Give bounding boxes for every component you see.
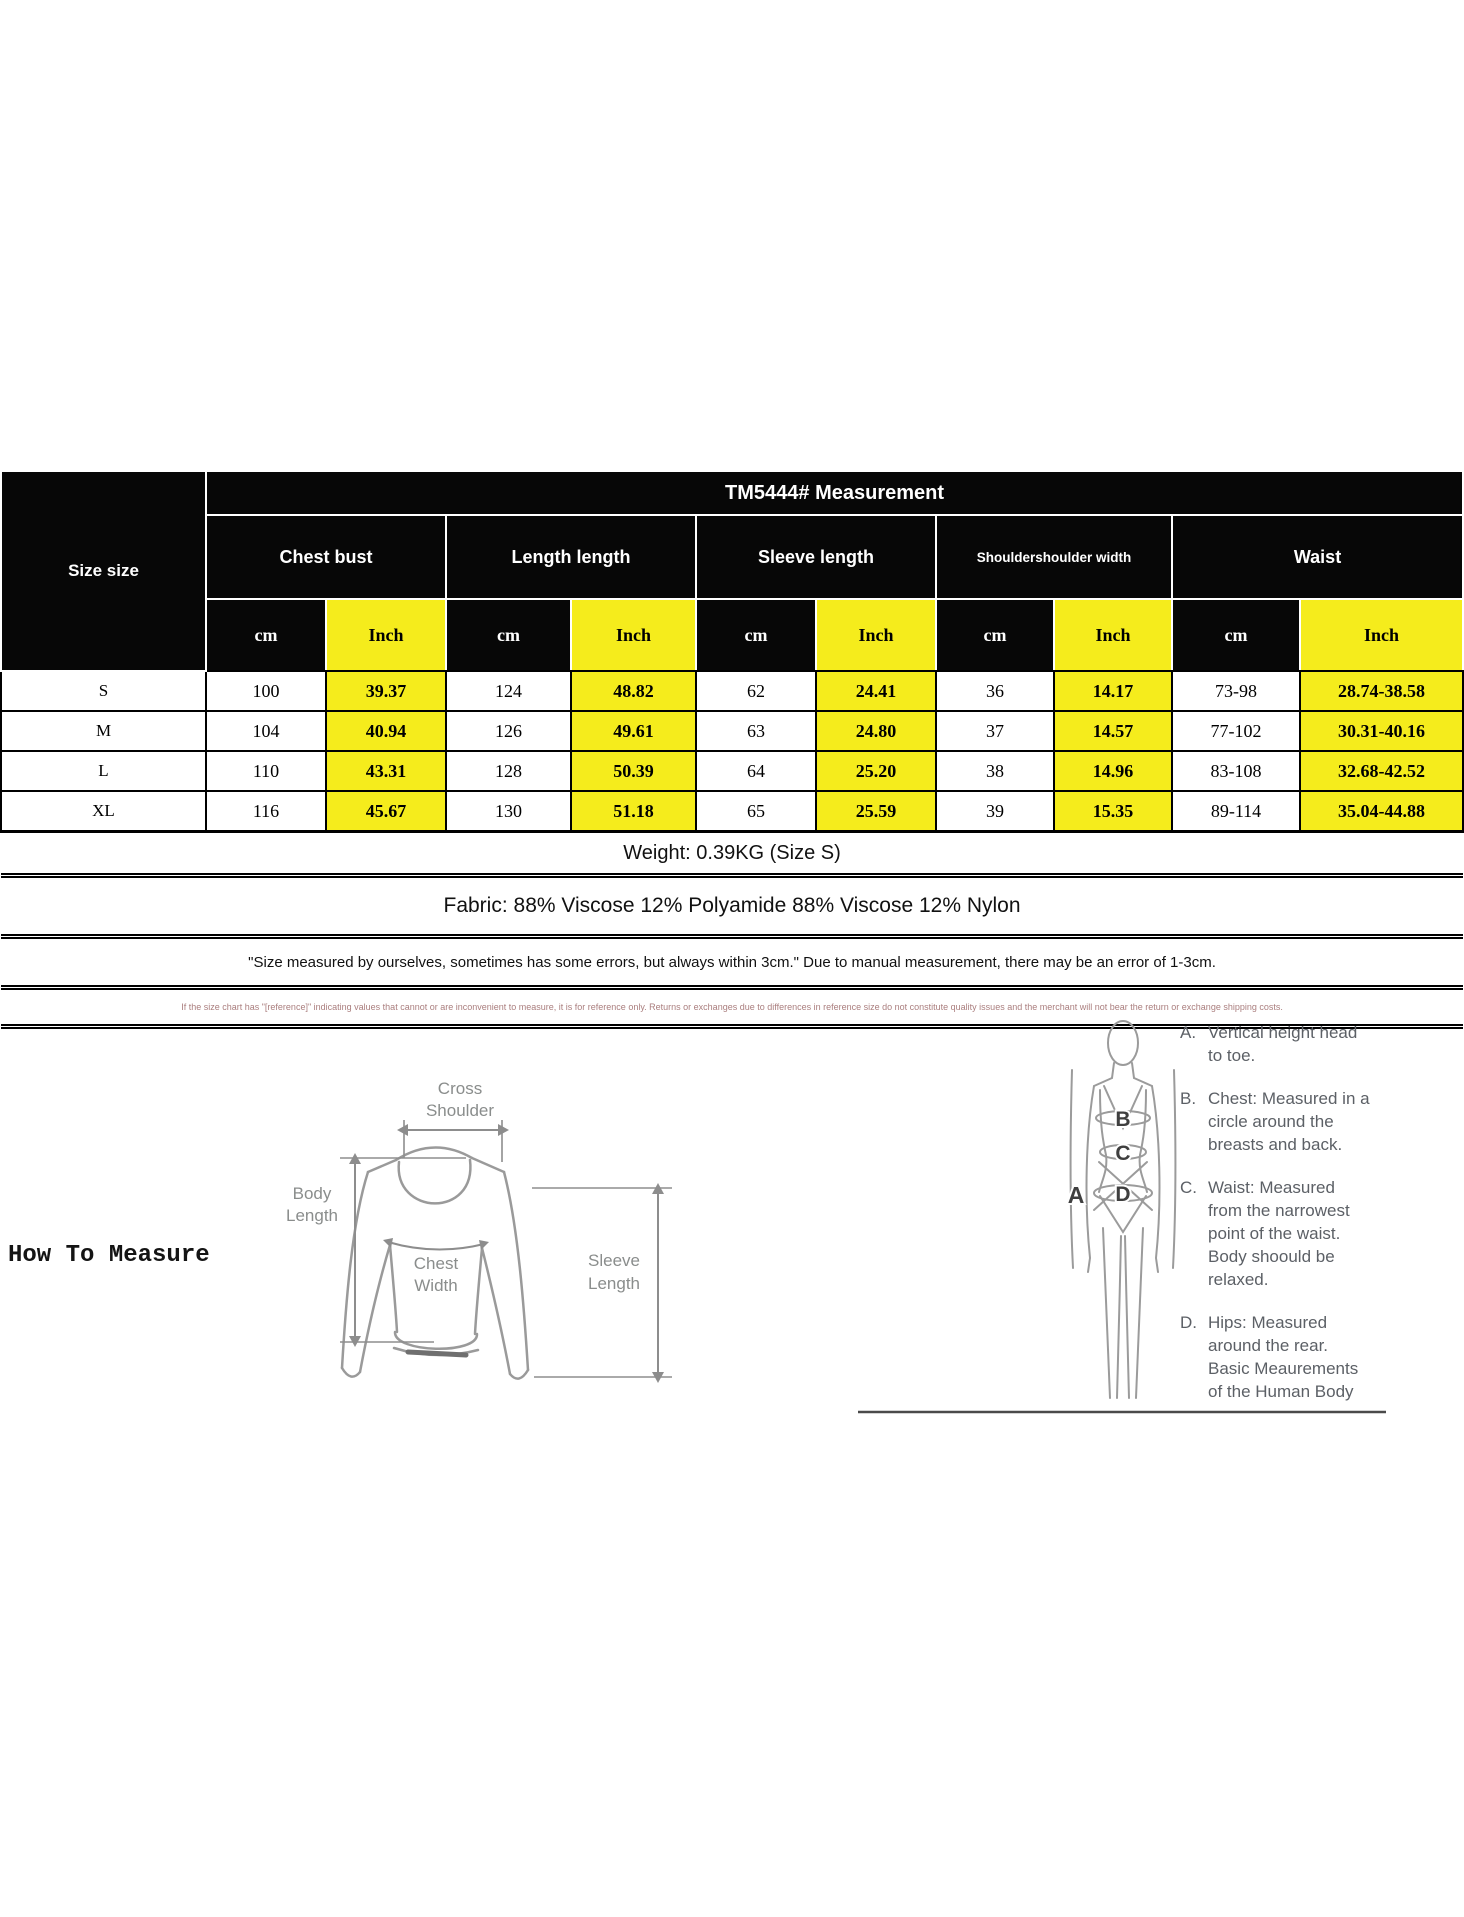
table-cell: 38 xyxy=(936,751,1054,791)
table-cell: 89-114 xyxy=(1172,791,1300,832)
unit-header-inch: Inch xyxy=(1300,599,1463,671)
guide-item-text: circle around the xyxy=(1208,1112,1334,1131)
table-cell: 37 xyxy=(936,711,1054,751)
table-cell: 25.20 xyxy=(816,751,936,791)
table-cell: 49.61 xyxy=(571,711,696,751)
group-header-length: Length length xyxy=(446,515,696,599)
table-cell: 50.39 xyxy=(571,751,696,791)
table-cell: 39.37 xyxy=(326,671,446,711)
table-row-s xyxy=(1,671,1463,711)
size-chart-table-wrap xyxy=(0,470,1445,1012)
guide-item-label: D. xyxy=(1180,1313,1197,1332)
table-cell: 36 xyxy=(936,671,1054,711)
guide-item-text: to toe. xyxy=(1208,1046,1256,1065)
group-header-sleeve: Sleeve length xyxy=(696,515,936,599)
size-label: S xyxy=(1,671,206,711)
table-row-xl xyxy=(1,791,1463,832)
table-cell: 64 xyxy=(696,751,816,791)
size-label: M xyxy=(1,711,206,751)
unit-header-cm: cm xyxy=(1172,599,1300,671)
body-length-label: Length xyxy=(286,1206,338,1225)
guide-item-label: C. xyxy=(1180,1178,1197,1197)
table-cell: 43.31 xyxy=(326,751,446,791)
guide-item-text: point of the waist. xyxy=(1208,1224,1341,1243)
fine-print-note: If the size chart has "[reference]" indicating values that cannot or are inconvenient to measure, it is for reference only. Returns or exchanges due to differences in reference size do not constitute quality issues and the merchant will not bear the return or exchange shipping costs. xyxy=(1,988,1463,1027)
table-cell: 40.94 xyxy=(326,711,446,751)
table-cell: 48.82 xyxy=(571,671,696,711)
unit-header-cm: cm xyxy=(206,599,326,671)
cross-shoulder-label: Shoulder xyxy=(425,1101,495,1120)
size-chart-table xyxy=(0,470,1464,1029)
table-cell: 14.96 xyxy=(1054,751,1172,791)
guide-item-text: Vertical height head xyxy=(1208,1023,1358,1042)
guide-item-c xyxy=(1180,1176,1452,1291)
weight-note: Weight: 0.39KG (Size S) xyxy=(1,832,1463,876)
figure-label-b: B xyxy=(1115,1108,1131,1131)
table-cell: 15.35 xyxy=(1054,791,1172,832)
guide-item-text: breasts and back. xyxy=(1208,1135,1343,1154)
unit-header-cm: cm xyxy=(696,599,816,671)
table-cell: 39 xyxy=(936,791,1054,832)
table-cell: 51.18 xyxy=(571,791,696,832)
table-cell: 73-98 xyxy=(1172,671,1300,711)
measurement-guide xyxy=(1180,1021,1452,1423)
table-cell: 35.04-44.88 xyxy=(1300,791,1463,832)
guide-item-text: Body shoould be xyxy=(1208,1247,1335,1266)
unit-header-cm: cm xyxy=(936,599,1054,671)
table-cell: 130 xyxy=(446,791,571,832)
guide-item-text: of the Human Body xyxy=(1208,1382,1354,1401)
table-cell: 63 xyxy=(696,711,816,751)
table-cell: 32.68-42.52 xyxy=(1300,751,1463,791)
body-figure-sketch xyxy=(1071,1021,1176,1398)
guide-item-text: Hips: Measured xyxy=(1208,1313,1328,1332)
table-cell: 62 xyxy=(696,671,816,711)
chest-width-label: Width xyxy=(414,1276,458,1295)
table-cell: 104 xyxy=(206,711,326,751)
table-cell: 83-108 xyxy=(1172,751,1300,791)
table-cell: 116 xyxy=(206,791,326,832)
fabric-note: Fabric: 88% Viscose 12% Polyamide 88% Viscose 12% Nylon xyxy=(1,876,1463,937)
measurement-disclaimer: "Size measured by ourselves, sometimes has some errors, but always within 3cm." Due to manual measurement, there may be an error of 1-3cm. xyxy=(1,937,1463,988)
table-cell: 24.41 xyxy=(816,671,936,711)
figure-label-c: C xyxy=(1115,1142,1131,1165)
table-cell: 45.67 xyxy=(326,791,446,832)
group-header-shoulder: Shouldershoulder width xyxy=(936,515,1172,599)
sleeve-length-label: Sleeve xyxy=(588,1251,640,1270)
sleeve-length-label: Length xyxy=(588,1274,640,1293)
unit-header-inch: Inch xyxy=(326,599,446,671)
table-title: TM5444# Measurement xyxy=(206,471,1463,515)
size-label: L xyxy=(1,751,206,791)
guide-item-text: Waist: Measured xyxy=(1208,1178,1335,1197)
table-cell: 126 xyxy=(446,711,571,751)
figure-label-d: D xyxy=(1115,1183,1131,1206)
figure-label-a: A xyxy=(1067,1182,1085,1208)
group-header-waist: Waist xyxy=(1172,515,1463,599)
table-cell: 25.59 xyxy=(816,791,936,832)
table-cell: 128 xyxy=(446,751,571,791)
table-row-m xyxy=(1,711,1463,751)
guide-item-label: A. xyxy=(1180,1023,1197,1042)
cross-shoulder-label: Cross xyxy=(437,1079,483,1098)
chest-width-label: Chest xyxy=(413,1254,459,1273)
group-header-chest: Chest bust xyxy=(206,515,446,599)
guide-item-text: from the narrowest xyxy=(1208,1201,1350,1220)
table-row-l xyxy=(1,751,1463,791)
table-cell: 65 xyxy=(696,791,816,832)
guide-item-d xyxy=(1180,1311,1452,1403)
table-cell: 110 xyxy=(206,751,326,791)
how-to-measure-heading: How To Measure xyxy=(8,1242,210,1269)
guide-item-text: around the rear. xyxy=(1208,1336,1329,1355)
table-cell: 14.57 xyxy=(1054,711,1172,751)
guide-item-label: B. xyxy=(1180,1089,1197,1108)
guide-item-text: Basic Meaurements xyxy=(1208,1359,1359,1378)
unit-header-cm: cm xyxy=(446,599,571,671)
size-column-header: Size size xyxy=(1,471,206,671)
unit-header-inch: Inch xyxy=(816,599,936,671)
guide-item-text: Chest: Measured in a xyxy=(1208,1089,1370,1108)
table-cell: 77-102 xyxy=(1172,711,1300,751)
table-cell: 14.17 xyxy=(1054,671,1172,711)
size-label: XL xyxy=(1,791,206,832)
unit-header-inch: Inch xyxy=(571,599,696,671)
body-length-label: Body xyxy=(292,1184,332,1203)
guide-item-text: relaxed. xyxy=(1208,1270,1269,1289)
unit-header-inch: Inch xyxy=(1054,599,1172,671)
table-cell: 30.31-40.16 xyxy=(1300,711,1463,751)
guide-item-b xyxy=(1180,1087,1452,1156)
table-cell: 100 xyxy=(206,671,326,711)
table-cell: 24.80 xyxy=(816,711,936,751)
table-cell: 28.74-38.58 xyxy=(1300,671,1463,711)
table-cell: 124 xyxy=(446,671,571,711)
guide-item-a xyxy=(1180,1021,1452,1067)
